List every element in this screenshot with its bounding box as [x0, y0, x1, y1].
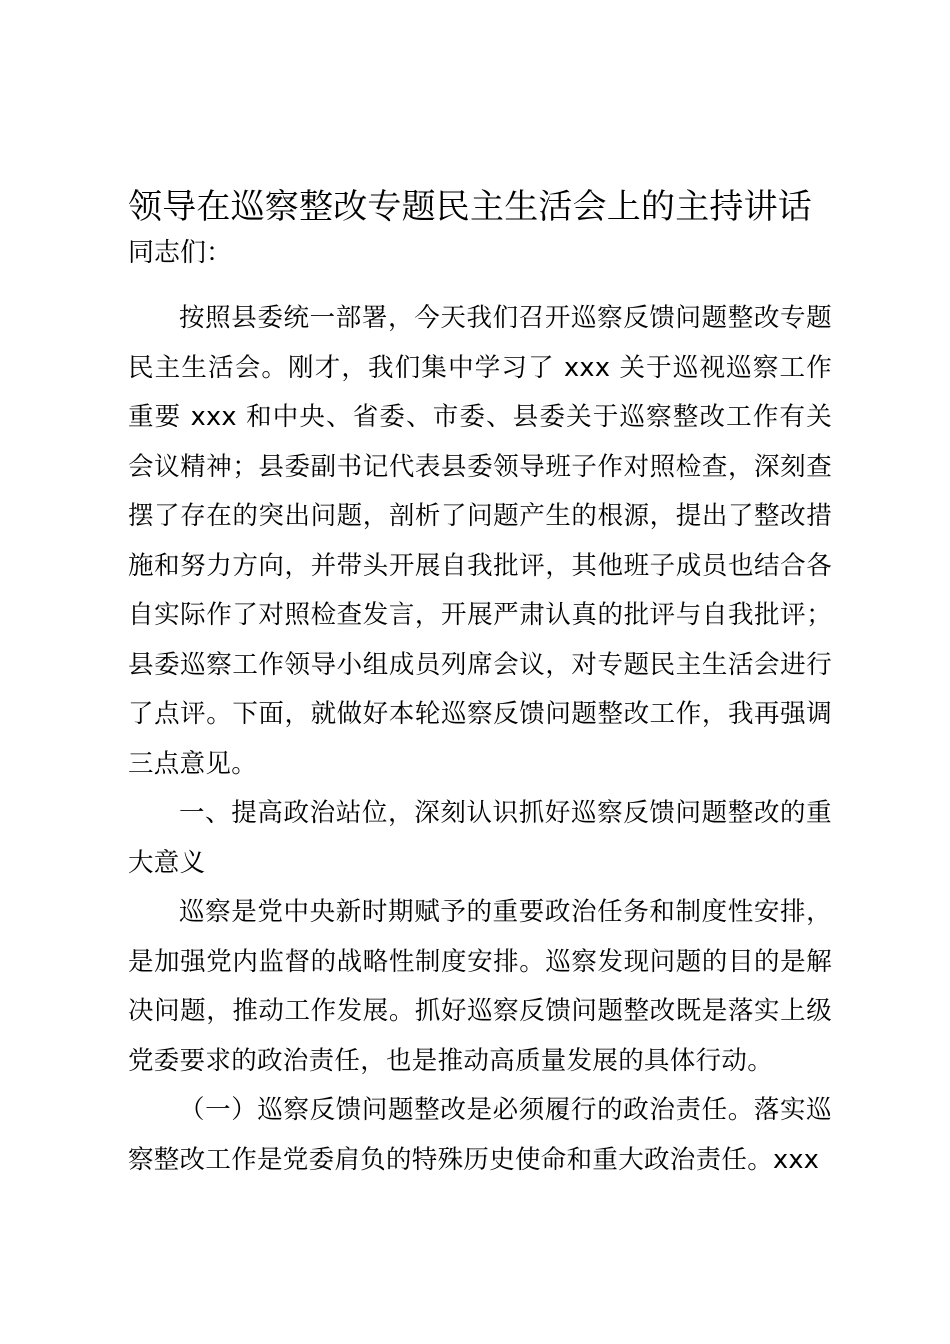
paragraph-opening: 按照县委统一部署，今天我们召开巡察反馈问题整改专题民主生活会。刚才，我们集中学习了 xxx 关于巡视巡察工作重要 xxx 和中央、省委、市委、县委关于巡察整改工作有关会议精神；县委副书记代表县委领导班子作对照检查，深刻查摆了存在的突出问题，剖析了问题产生的根源，提出了整改措施和努力方向，并带头开展自我批评，其他班子成员也结合各自实际作了对照检查发言，开展严肃认真的批评与自我批评；县委巡察工作领导小组成员列席会议，对专题民主生活会进行了点评。下面，就做好本轮巡察反馈问题整改工作，我再强调三点意见。: [128, 303, 832, 779]
salutation: 同志们：: [128, 238, 233, 268]
paragraph-subsection-1: （一）巡察反馈问题整改是必须履行的政治责任。落实巡察整改工作是党委肩负的特殊历史使命和重大政治责任。xxx: [128, 1095, 832, 1175]
section-heading-1: 一、提高政治站位，深刻认识抓好巡察反馈问题整改的重大意义: [128, 798, 832, 878]
document-body: [128, 180, 832, 1185]
document-title: 领导在巡察整改专题民主生活会上的主持讲话: [128, 187, 812, 227]
paragraph-section-1: 巡察是党中央新时期赋予的重要政治任务和制度性安排，是加强党内监督的战略性制度安排。巡察发现问题的目的是解决问题，推动工作发展。抓好巡察反馈问题整改既是落实上级党委要求的政治责任，也是推动高质量发展的具体行动。: [128, 897, 832, 1076]
